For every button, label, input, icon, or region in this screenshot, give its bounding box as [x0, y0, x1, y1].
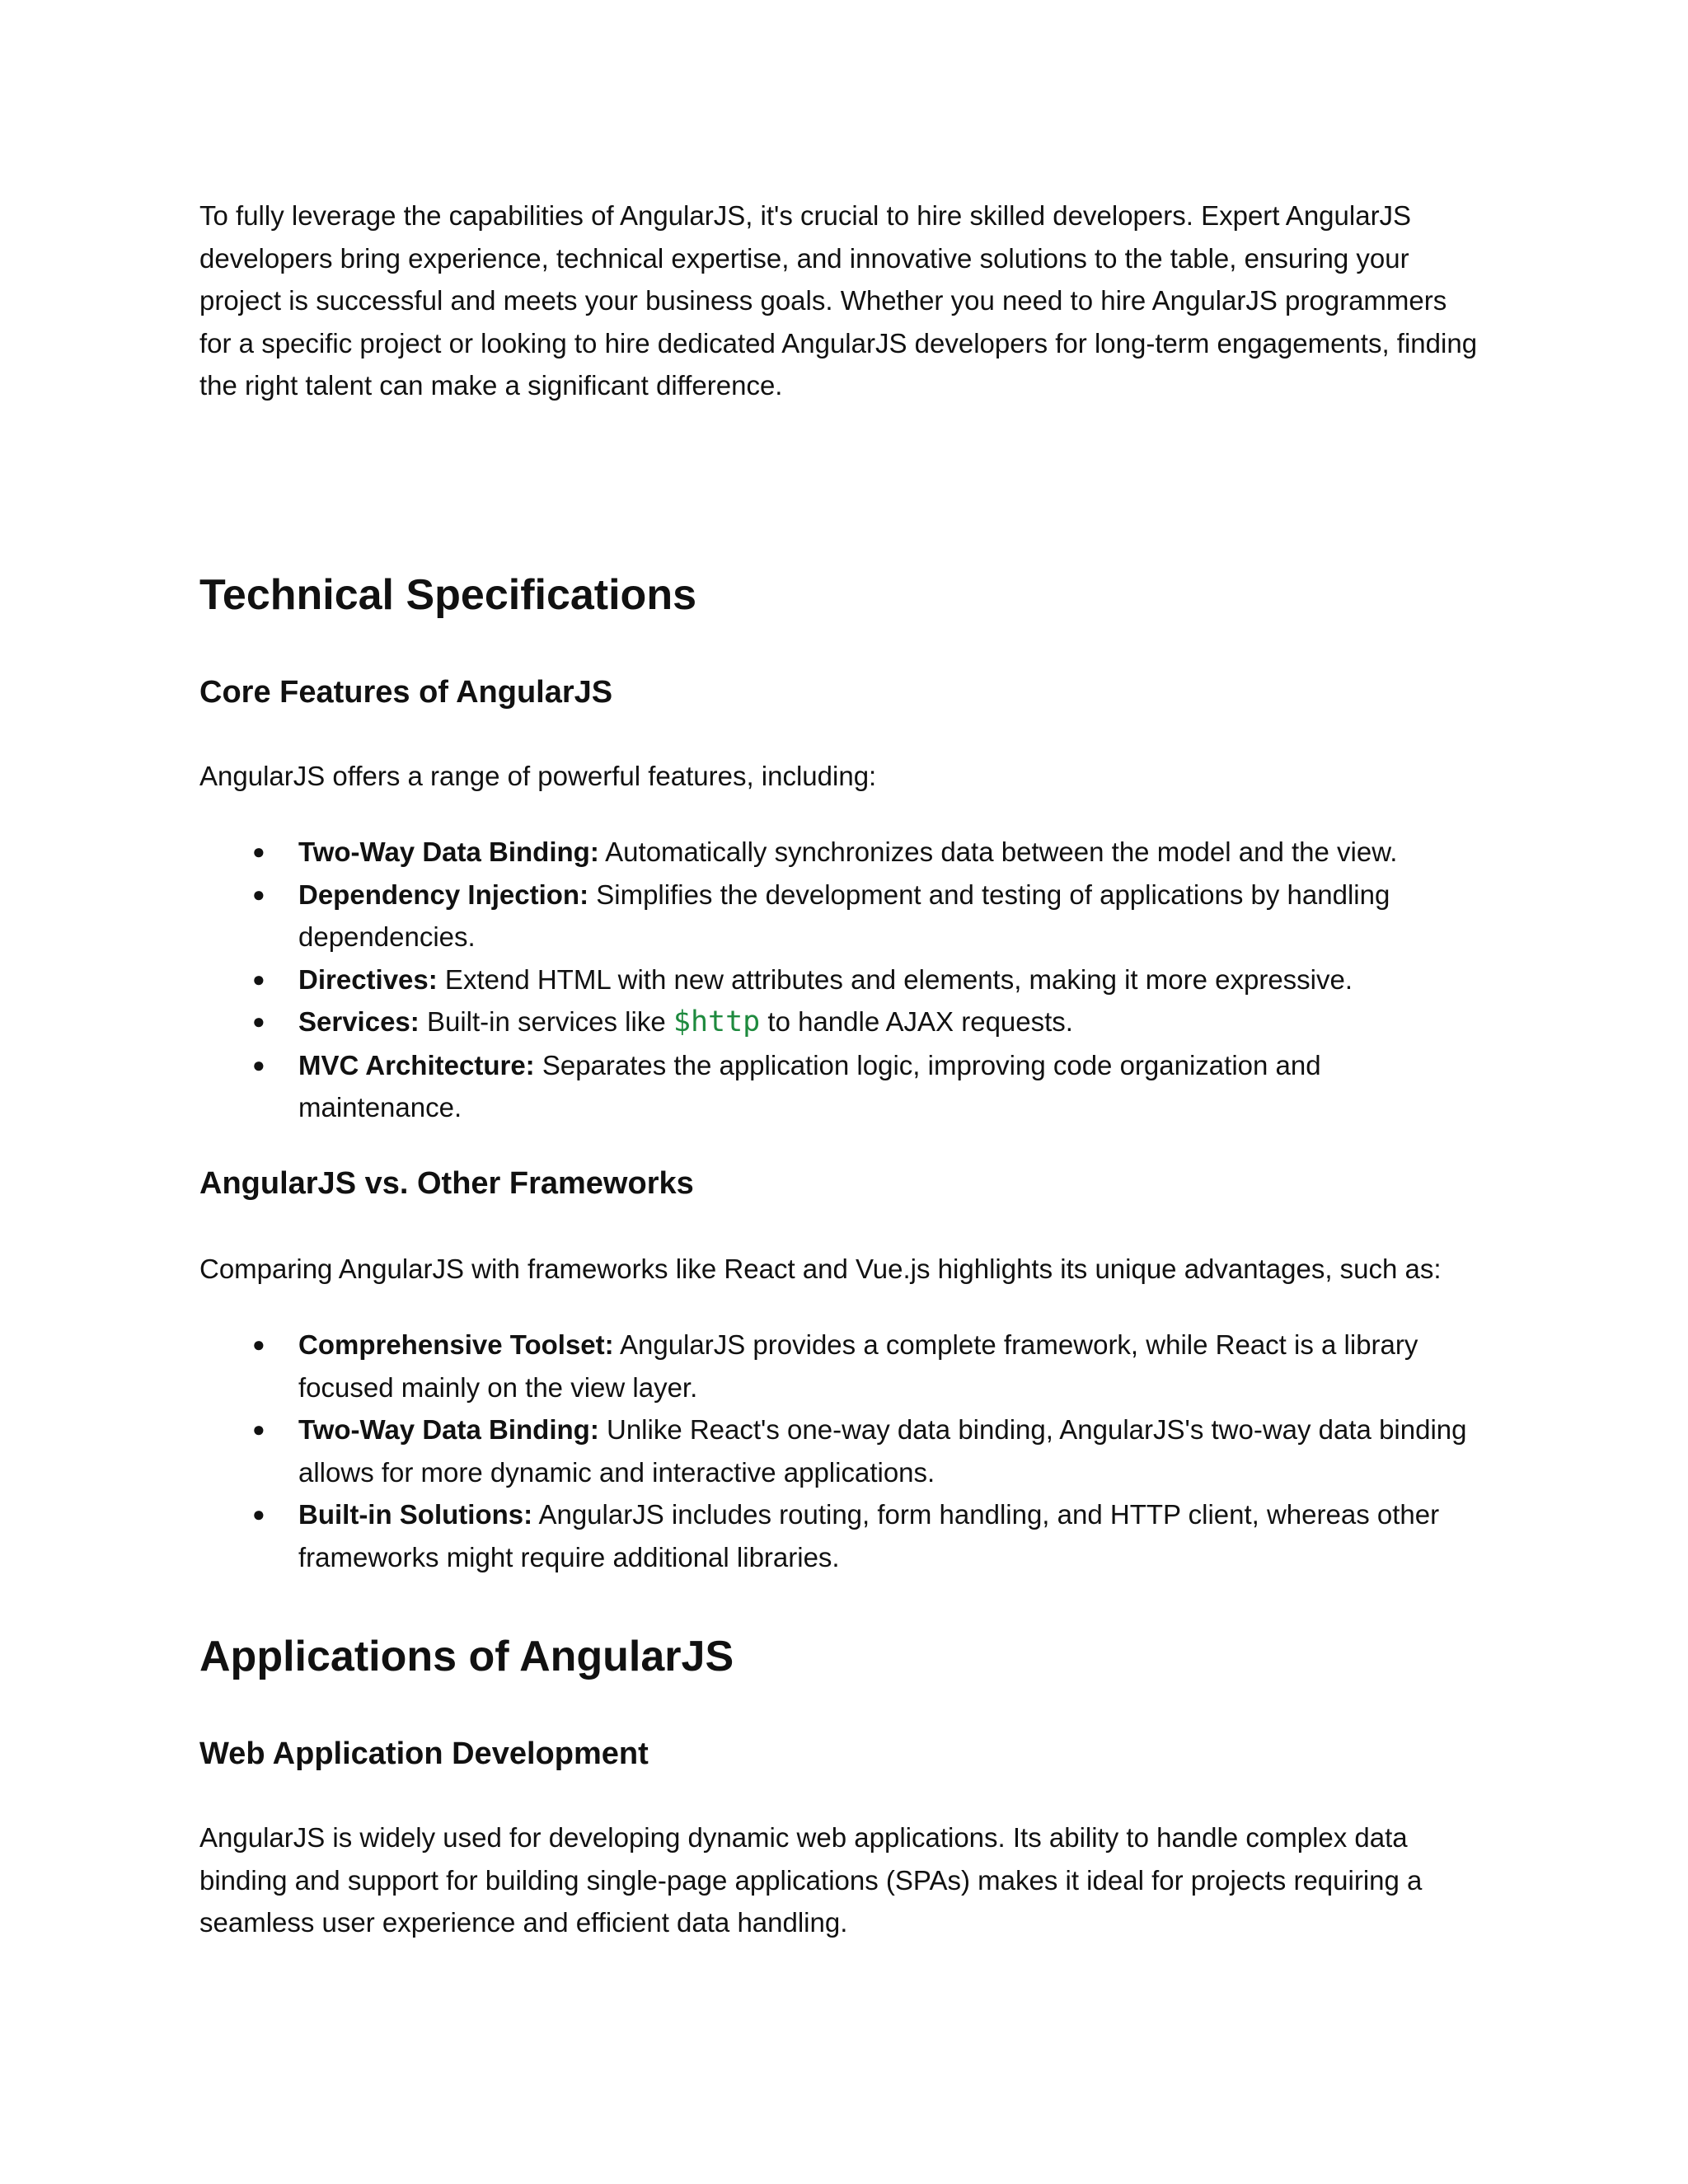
intro-paragraph: To fully leverage the capabilities of AngularJS, it's crucial to hire skilled developers. Expert AngularJS developers bring experience, technical expertise, and innovative solutions to the table, ensuring your project is successful and meets your business goals. Whether you need to hire AngularJS programmers for a specific project or looking to hire dedicated AngularJS developers for long-term engagements, finding the right talent can make a significant difference. [199, 200, 1478, 401]
list-item [199, 874, 1485, 958]
section-title-technical-specifications: Technical Specifications [199, 571, 697, 619]
comparison-lead: Comparing AngularJS with frameworks like React and Vue.js highlights its unique advantages, such as: [199, 1254, 1442, 1284]
list-item-term: Built-in Solutions: [298, 1499, 533, 1530]
bullet-icon: ● [252, 1332, 265, 1357]
inline-code-http: $http [673, 1005, 761, 1038]
list-item-text: AngularJS includes routing, form handling, and HTTP client, whereas other frameworks might require additional libraries. [298, 1499, 1440, 1572]
bullet-icon: ● [252, 1052, 265, 1077]
core-features-lead: AngularJS offers a range of powerful features, including: [199, 761, 877, 791]
list-item-text: Extend HTML with new attributes and elements, making it more expressive. [437, 963, 1353, 995]
list-item [199, 831, 1485, 874]
list-item [199, 1001, 1485, 1044]
list-item-term: MVC Architecture: [298, 1049, 535, 1080]
list-item [199, 958, 1485, 1001]
list-item-text: Built-in services like [419, 1006, 673, 1037]
list-item-text: to handle AJAX requests. [760, 1006, 1073, 1037]
core-features-list [199, 831, 1485, 1129]
bullet-icon: ● [252, 839, 265, 864]
subheading-comparison: AngularJS vs. Other Frameworks [199, 1166, 694, 1201]
bullet-icon: ● [252, 1009, 265, 1033]
list-item-text: Simplifies the development and testing of applications by handling dependencies. [298, 879, 1390, 952]
list-item-term: Directives: [298, 963, 438, 995]
list-item-text: Automatically synchronizes data between the model and the view. [598, 837, 1398, 867]
comparison-list [199, 1324, 1485, 1578]
bullet-icon: ● [252, 881, 265, 907]
subheading-core-features: Core Features of AngularJS [199, 675, 613, 710]
bullet-icon: ● [252, 1417, 265, 1441]
list-item-text: Unlike React's one-way data binding, AngularJS's two-way data binding allows for more dynamic and interactive applications. [298, 1414, 1467, 1488]
list-item-term: Comprehensive Toolset: [298, 1329, 614, 1360]
section-title-applications: Applications of AngularJS [199, 1633, 734, 1680]
list-item-text: Separates the application logic, improving code organization and maintenance. [298, 1049, 1321, 1122]
list-item [199, 1408, 1485, 1493]
bullet-icon: ● [252, 966, 265, 991]
subheading-web-app-development: Web Application Development [199, 1736, 649, 1771]
list-item-term: Two-Way Data Binding: [298, 837, 599, 867]
list-item-term: Dependency Injection: [298, 879, 589, 910]
list-item-text: AngularJS provides a complete framework, while React is a library focused mainly on the view layer. [298, 1329, 1418, 1403]
list-item [199, 1324, 1485, 1408]
list-item [199, 1044, 1485, 1129]
bullet-icon: ● [252, 1502, 265, 1526]
web-app-development-paragraph: AngularJS is widely used for developing dynamic web applications. Its ability to handle complex data binding and support for building single-page applications (SPAs) makes it ideal for projects requiring a seamless user experience and efficient data handling. [199, 1822, 1423, 1938]
list-item [199, 1493, 1485, 1578]
list-item-term: Services: [298, 1006, 420, 1037]
list-item-term: Two-Way Data Binding: [298, 1414, 599, 1445]
